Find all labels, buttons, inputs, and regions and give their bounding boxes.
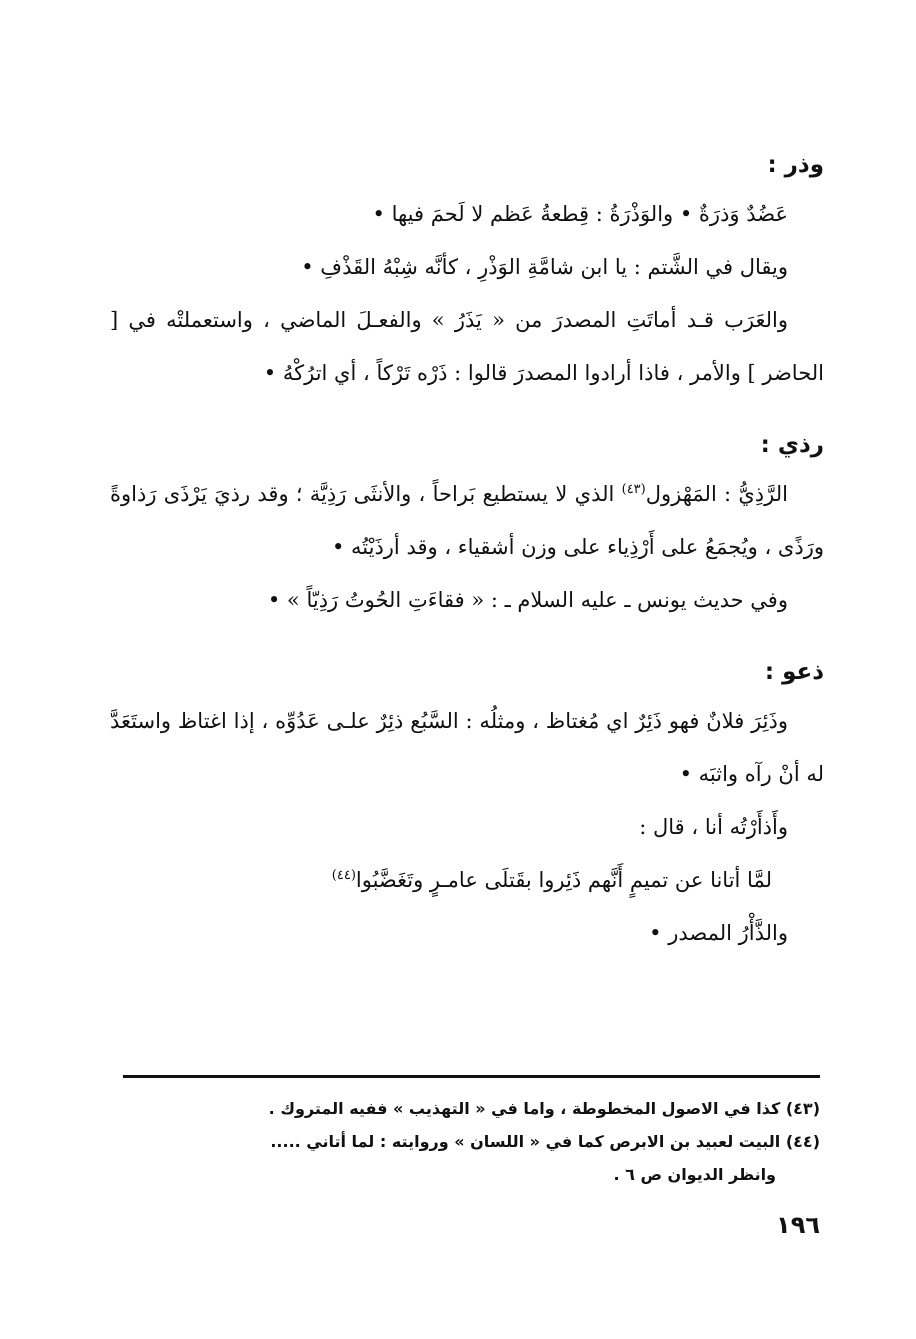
entry-dhair-paragraph-1: وذَئِرَ فلانٌ فهو ذَئِرٌ اي مُغتاظ ، ومثلُه : السَّبُع ذئِرٌ علـى عَدُوِّه ، إذا اغتاظ واستَعَدَّ له أنْ رآه واثبَه • (110, 709, 824, 786)
section-gap (110, 400, 824, 428)
entry-radhi-definition: الرَّذِيُّ : المَهْزول (645, 482, 788, 506)
entry-heading-radhi: رذي : (760, 432, 824, 458)
entry-radhi-paragraph-1 (110, 468, 824, 574)
footnote-44: (٤٤) البيت لعبيد بن الابرص كما في « اللسان » وروايته : لما أتاني ..... (270, 1132, 820, 1151)
entry-heading-wadhr: وذر : (767, 152, 824, 178)
poem-verse-text: لمَّا أتانا عن تميمٍ أَنَّهم ذَئِروا بقَتلَى عامـرٍ وتَغَضَّبُوا (355, 868, 772, 892)
page-number: ١٩٦ (776, 1211, 820, 1239)
entry-dhair-paragraph-2: وأَذأَرْتُه أنا ، قال : (639, 815, 788, 839)
entry-heading-dhair: ذعو : (764, 659, 824, 685)
footnote-43: (٤٣) كذا في الاصول المخطوطة ، واما في « التهذيب » ففيه المتروك . (268, 1099, 820, 1118)
footnote-ref-43: (٤٣) (621, 482, 646, 497)
entry-dhair-paragraph-3: والذَّأْرُ المصدر • (649, 921, 788, 945)
footnotes (110, 1092, 820, 1191)
footnote-divider (123, 1075, 820, 1078)
entry-wadhr-paragraph-1: عَضُدٌ وَذرَةٌ • والوَذْرَةُ : قِطعةُ عَظم لا لَحمَ فيها • (372, 202, 788, 226)
entry-wadhr-paragraph-2: ويقال في الشَّتم : يا ابن شامَّةِ الوَذْرِ ، كأنَّه شِبْهُ القَذْفِ • (301, 255, 788, 279)
entry-wadhr-paragraph-3: والعَرَب قـد أماتَتِ المصدرَ من « يَذَرُ » والفعـلَ الماضي ، واستعملتْه في [ الحاضر ] والأمر ، فاذا أرادوا المصدرَ قالوا : ذَرْه تَرْكاً ، أي اترُكْهُ • (110, 308, 824, 385)
entry-radhi-definition-cont: الذي لا يستطيع بَراحاً ، والأنثَى رَذِيَّة ؛ وقد رذيَ يَرْذَى رَذاوةً ورَذًى ، ويُجمَعُ على أَرْذِياء على وزن أشقياء ، وقد أرذَيْتُه • (110, 482, 824, 559)
footnote-ref-44: (٤٤) (331, 868, 356, 883)
section-gap (110, 627, 824, 655)
entry-radhi-paragraph-2: وفي حديث يونس ـ عليه السلام ـ : « فقاءَتِ الحُوتُ رَذِيّاً » • (267, 588, 788, 612)
poem-verse (110, 854, 824, 907)
footnote-44-continuation: وانظر الديوان ص ٦ . (613, 1165, 776, 1184)
page-body (110, 148, 824, 960)
